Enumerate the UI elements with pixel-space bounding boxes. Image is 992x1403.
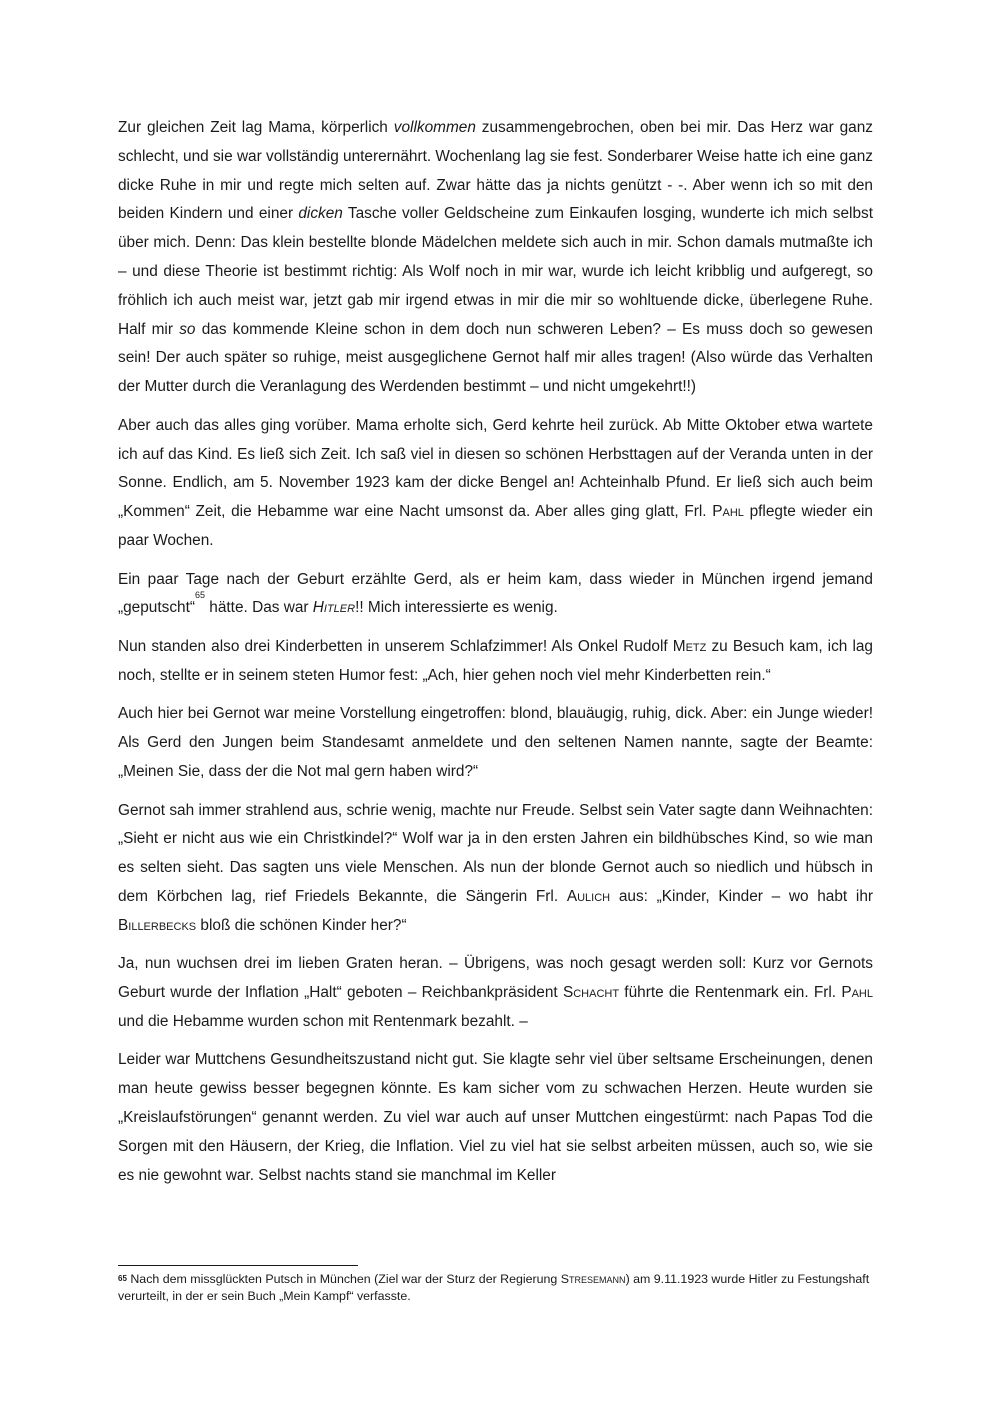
text-run: Leider war Muttchens Gesundheitszustand nicht gut. Sie klagte sehr viel über seltsame Erscheinungen, denen man heute gewiss besser begegnen könnte. Es kam sicher vom zu schwachen Herzen. Heute wurden sie „Kreislaufstörungen“ genannt werden. Zu viel war auch auf unser Muttchen eingestürmt: nach Papas Tod die Sorgen mit den Häusern, der Krieg, die Inflation. Viel zu viel hat sie selbst arbeiten müssen, auch so, wie sie es nie gewohnt war. Selbst nachts stand sie manchmal im Keller	[118, 1051, 873, 1184]
paragraph	[118, 566, 873, 624]
name-smallcaps: Pahl	[712, 503, 744, 521]
text-run: das kommende Kleine schon in dem doch nun schweren Leben? – Es muss doch so gewesen sein! Der auch später so ruhige, meist ausgeglichene Gernot half mir alles tragen! (Also würde das Verhalten der Mutter durch die Veranlagung des Werdenden bestimmt – und nicht umgekehrt!!)	[118, 320, 873, 396]
name-smallcaps: Billerbecks	[118, 916, 197, 934]
text-run: Tasche voller Geldscheine zum Einkaufen losging, wunderte ich mich selbst über mich. Denn: Das klein bestellte blonde Mädelchen meldete sich auch in mir. Schon damals mutmaßte ich – und diese Theorie ist bestimmt richtig: Als Wolf noch in mir war, wurde ich leicht kribblig und aufgeregt, so fröhlich ich auch meist war, jetzt gab mir irgend etwas in mir die mir so wohltuende dicke, überlegene Ruhe. Half mir	[118, 205, 873, 338]
text-run: Ja, nun wuchsen drei im lieben Graten heran. – Übrigens, was noch gesagt werden soll: Kurz vor Gernots Geburt wurde der Inflation „Halt“ geboten – Reichbankpräsident	[118, 955, 873, 1002]
paragraph	[118, 950, 873, 1036]
text-run: ) am 9.11.1923 wurde Hitler zu Festungshaft verurteilt, in der er sein Buch „Mein Kampf“ verfasste.	[118, 1272, 870, 1303]
text-run: Gernot sah immer strahlend aus, schrie wenig, machte nur Freude. Selbst sein Vater sagte dann Weihnachten: „Sieht er nicht aus wie ein Christkindel?“ Wolf war ja in den ersten Jahren ein bildhübsches Kind, so wie man es selten sieht. Das sagten uns viele Menschen. Als nun der blonde Gernot auch so niedlich und hübsch in dem Körbchen lag, rief Friedels Bekannte, die Sängerin Frl.	[118, 801, 873, 905]
text-run: aus: „Kinder, Kinder – wo habt ihr	[610, 887, 874, 905]
text-run: Zur gleichen Zeit lag Mama, körperlich	[118, 119, 394, 136]
footnote	[118, 1271, 878, 1305]
name-smallcaps: Aulich	[566, 887, 611, 905]
emphasis-text: vollkommen	[393, 119, 476, 136]
text-run: zu Besuch kam, ich lag noch, stellte er in seinem steten Humor fest: „Ach, hier gehen noch viel mehr Kinderbetten rein.“	[118, 637, 873, 684]
text-run: Ein paar Tage nach der Geburt erzählte Gerd, als er heim kam, dass wieder in München irgend jemand „geputscht“	[118, 570, 873, 617]
name-smallcaps: Metz	[672, 637, 707, 655]
paragraph	[118, 412, 873, 556]
text-run: führte die Rentenmark ein. Frl.	[619, 984, 842, 1002]
text-run: hätte. Das war	[205, 599, 313, 617]
text-run: Aber auch das alles ging vorüber. Mama erholte sich, Gerd kehrte heil zurück. Ab Mitte Oktober etwa wartete ich auf das Kind. Es ließ sich Zeit. Ich saß viel in diesen so schönen Herbsttagen auf der Veranda unten in der Sonne. Endlich, am 5. November 1923 kam der dicke Bengel an! Achteinhalb Pfund. Er ließ sich auch beim „Kommen“ Zeit, die Hebamme war eine Nacht umsonst da. Aber alles ging glatt, Frl.	[118, 416, 873, 521]
text-run: Nun standen also drei Kinderbetten in unserem Schlafzimmer! Als Onkel Rudolf	[118, 637, 673, 655]
paragraph	[118, 1046, 873, 1190]
paragraph	[118, 114, 873, 402]
footnote-text	[118, 1272, 869, 1303]
body-text	[118, 114, 873, 1200]
paragraph	[118, 797, 873, 941]
name-smallcaps: Stresemann	[560, 1272, 626, 1286]
text-run: und die Hebamme wurden schon mit Rentenmark bezahlt. –	[118, 1012, 528, 1030]
text-run: bloß die schönen Kinder her?“	[196, 916, 407, 934]
footnote-separator	[118, 1265, 358, 1266]
text-run: Nach dem missglückten Putsch in München (Ziel war der Sturz der Regierung	[126, 1272, 561, 1286]
text-run: zusammengebrochen, oben bei mir. Das Herz war ganz schlecht, und sie war vollständig unterernährt. Wochenlang lag sie fest. Sonderbarer Weise hatte ich eine ganz dicke Ruhe in mir und regte mich selten auf. Zwar hätte das ja nichts genützt - -. Aber wenn ich so mit den beiden Kindern und einer	[118, 119, 873, 223]
name-smallcaps: Pahl	[841, 984, 873, 1002]
name-smallcaps: Hitler	[312, 599, 356, 617]
paragraph	[118, 700, 873, 786]
text-run: !! Mich interessierte es wenig.	[355, 599, 558, 617]
text-run: Auch hier bei Gernot war meine Vorstellung eingetroffen: blond, blauäugig, ruhig, dick. Aber: ein Junge wieder! Als Gerd den Jungen beim Standesamt anmeldete und den seltenen Namen nannte, sagte der Beamte: „Meinen Sie, dass der die Not mal gern haben wird?“	[118, 705, 873, 780]
emphasis-text: dicken	[298, 205, 343, 223]
text-run: pflegte wieder ein paar Wochen.	[118, 503, 873, 549]
emphasis-text: so	[179, 320, 196, 338]
footnote-mark: 65	[118, 1274, 127, 1283]
footnote-reference: 65	[195, 590, 206, 601]
name-smallcaps: Schacht	[562, 984, 620, 1002]
paragraph	[118, 633, 873, 691]
